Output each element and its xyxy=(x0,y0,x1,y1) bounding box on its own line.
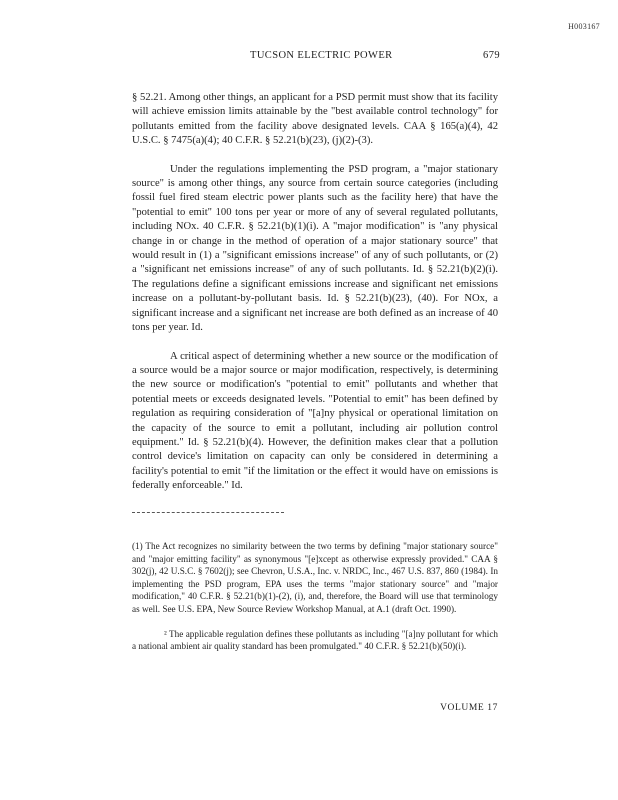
footnote-separator xyxy=(132,512,284,513)
paragraph-3: A critical aspect of determining whether a new source or the modification of a source would be a major source or major modification, respectively, is determining the new source or modification's "potential to emit" pollutants and whether that potential meets or exceeds designated levels. "Potential to emit" has been defined by regulation as requiring consideration of "[a]ny physical or operational limitation on the capacity of the source to emit a pollutant, including air pollution control equipment." Id. § 52.21(b)(4). However, the definition makes clear that a pollution control device's limitation on capacity can only be considered in determining a facility's potential to emit "if the limitation or the effect it would have on emissions is federally enforceable." Id. xyxy=(132,350,498,492)
paragraph-1: § 52.21. Among other things, an applicant for a PSD permit must show that its facility will achieve emission limits attainable by the "best available control technology" for pollutants emitted from the facility above designated levels. CAA § 165(a)(4), 42 U.S.C. § 7475(a)(4); 40 C.F.R. § 52.21(b)(23), (j)(2)-(3). xyxy=(132,92,498,147)
running-head xyxy=(132,50,500,66)
paragraph-2: Under the regulations implementing the PSD program, a "major stationary source" is among other things, any source from certain source categories (including fossil fuel fired steam electric power plants such as the facility here) that have the "potential to emit" 100 tons per year or more of any of several regulated pollutants, including NOx. 40 C.F.R. § 52.21(b)(1)(i). A "major modification" is "any physical change in or change in the method of operation of a major stationary source" that would result in (1) a "significant emissions increase" of any of such pollutants, or (2) a "significant net emissions increase" of any of such pollutants. Id. § 52.21(b)(2)(i). The regulations define a significant emissions increase and significant net emissions increase on a pollutant-by-pollutant basis. Id. § 52.21(b)(23), (40). For NOx, a significant increase and a significant net increase are both defined as an increase of 40 tons per year. Id. xyxy=(132,163,498,334)
footnote-2: ² The applicable regulation defines these pollutants as including "[a]ny pollutant for which a national ambient air quality standard has been promulgated." 40 C.F.R. § 52.21(b)(50)(i). xyxy=(132,628,498,652)
volume-footer: VOLUME 17 xyxy=(440,703,498,713)
footnote-1: (1) The Act recognizes no similarity between the two terms by defining "major stationary source" and "major emitting facility" as synonymous "[e]xcept as otherwise expressly provided." CAA § 302(j), 42 U.S.C. § 7602(j); see Chevron, U.S.A., Inc. v. NRDC, Inc., 467 U.S. 837, 860 (1984). In implementing the PSD program, EPA uses the terms "major stationary source" and "major modification," 40 C.F.R. § 52.21(b)(1)-(2), (i), and, therefore, the Board will use that terminology as well. See U.S. EPA, New Source Review Workshop Manual, at A.1 (draft Oct. 1990). xyxy=(132,541,498,614)
bates-number: H003167 xyxy=(568,22,600,31)
footnotes xyxy=(132,540,498,665)
body-text xyxy=(132,91,498,508)
page-number: 679 xyxy=(483,50,500,61)
running-head-title: TUCSON ELECTRIC POWER xyxy=(250,50,393,61)
